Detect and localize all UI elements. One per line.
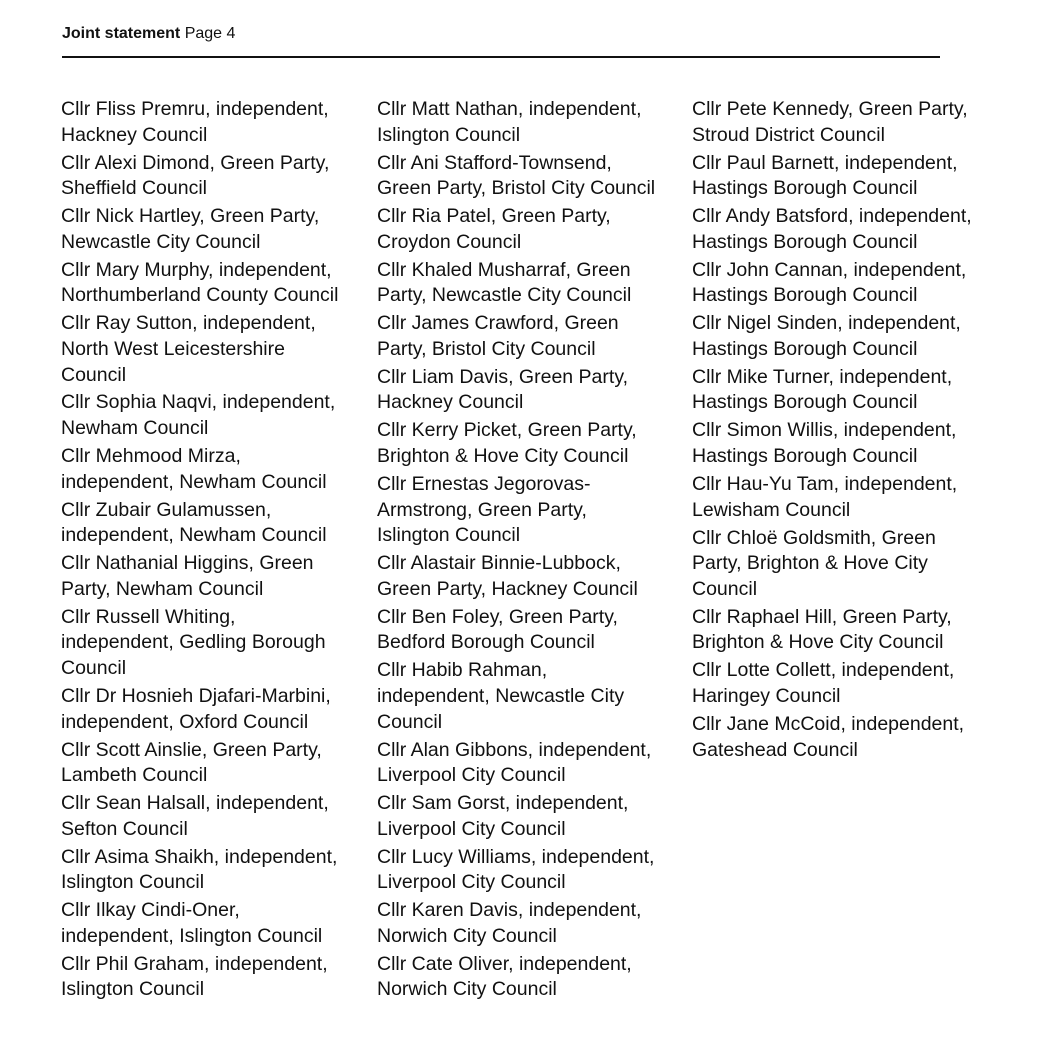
signatory-line: Cllr Simon Willis, independent, (692, 419, 957, 442)
signatory-entry (61, 738, 371, 789)
signatory-line: Cllr Zubair Gulamussen, (61, 498, 272, 521)
signatory-line: independent, Newham Council (61, 524, 327, 547)
signatory-line: Hastings Borough Council (692, 284, 918, 307)
signatory-line: Cllr Lucy Williams, independent, (377, 845, 655, 868)
signatory-entry (377, 738, 687, 789)
signatory-line: Brighton & Hove City Council (692, 631, 944, 654)
signatory-line: Newham Council (61, 417, 209, 440)
signatory-line: Lambeth Council (61, 764, 208, 787)
signatory-line: Norwich City Council (377, 924, 557, 947)
signatory-line: Party, Newham Council (61, 577, 264, 600)
signatory-line: Cllr Nathanial Higgins, Green (61, 552, 314, 575)
signatory-entry (61, 791, 371, 842)
signatory-column-1 (61, 97, 371, 1005)
signatory-entry (377, 791, 687, 842)
signatory-entry (61, 204, 371, 255)
signatory-line: Cllr Cate Oliver, independent, (377, 952, 632, 975)
signatory-line: Cllr Matt Nathan, independent, (377, 98, 642, 120)
signatory-entry (377, 418, 687, 469)
signatory-line: Cllr Ben Foley, Green Party, (377, 605, 618, 628)
signatory-line: Islington Council (377, 123, 521, 146)
signatory-entry (61, 845, 371, 896)
signatory-entry (692, 311, 1002, 362)
signatory-column-3 (692, 97, 1002, 766)
signatory-line: Islington Council (61, 978, 205, 1001)
signatory-line: Islington Council (377, 524, 521, 547)
signatory-entry (377, 658, 687, 735)
signatory-entry (377, 472, 687, 549)
signatory-entry (377, 952, 687, 1003)
signatory-entry (61, 97, 371, 148)
signatory-line: independent, Newcastle City (377, 684, 625, 707)
signatory-line: independent, Islington Council (61, 924, 323, 947)
signatory-line: Party, Newcastle City Council (377, 284, 632, 307)
signatory-entry (692, 658, 1002, 709)
signatory-line: Gateshead Council (692, 738, 858, 761)
signatory-line: Cllr Paul Barnett, independent, (692, 151, 958, 174)
signatory-line: Liverpool City Council (377, 871, 566, 894)
signatory-entry (692, 526, 1002, 603)
signatory-line: Party, Brighton & Hove City (692, 552, 928, 575)
signatory-line: Armstrong, Green Party, (377, 498, 587, 521)
signatory-line: Newcastle City Council (61, 230, 261, 253)
signatory-line: Hastings Borough Council (692, 230, 918, 253)
signatory-entry (377, 151, 687, 202)
signatory-line: Norwich City Council (377, 978, 557, 1001)
signatory-line: Cllr Dr Hosnieh Djafari-Marbini, (61, 684, 331, 707)
signatory-line: Cllr Mike Turner, independent, (692, 365, 953, 388)
signatory-line: Cllr Russell Whiting, (61, 605, 236, 628)
signatory-entry (377, 898, 687, 949)
signatory-line: North West Leicestershire (61, 337, 285, 360)
signatory-line: Cllr Fliss Premru, independent, (61, 98, 329, 120)
page-header (62, 24, 235, 44)
signatory-entry (377, 311, 687, 362)
signatory-line: Cllr Hau-Yu Tam, independent, (692, 473, 958, 496)
signatory-line: Sefton Council (61, 817, 188, 840)
signatory-line: Hackney Council (377, 391, 524, 414)
signatory-line: Cllr John Cannan, independent, (692, 258, 967, 281)
signatory-line: Cllr Liam Davis, Green Party, (377, 365, 629, 388)
signatory-line: Hackney Council (61, 123, 208, 146)
signatory-entry (377, 605, 687, 656)
signatory-line: Brighton & Hove City Council (377, 445, 629, 468)
signatory-line: Bedford Borough Council (377, 631, 595, 654)
signatory-line: Cllr Ani Stafford-Townsend, (377, 151, 612, 174)
signatory-entry (377, 845, 687, 896)
signatory-entry (61, 952, 371, 1003)
signatory-entry (377, 258, 687, 309)
signatory-entry (692, 712, 1002, 763)
signatory-line: Council (61, 656, 127, 679)
signatory-line: Cllr Nick Hartley, Green Party, (61, 205, 320, 228)
signatory-line: Cllr Mary Murphy, independent, (61, 258, 332, 281)
signatory-entry (692, 365, 1002, 416)
signatory-line: Liverpool City Council (377, 817, 566, 840)
signatory-entry (61, 311, 371, 388)
signatory-line: Hastings Borough Council (692, 391, 918, 414)
signatory-line: Hastings Borough Council (692, 177, 918, 200)
signatory-line: Cllr Sophia Naqvi, independent, (61, 391, 336, 414)
signatory-entry (61, 684, 371, 735)
signatory-line: independent, Newham Council (61, 470, 327, 493)
signatory-line: independent, Oxford Council (61, 710, 309, 733)
signatory-line: Cllr Lotte Collett, independent, (692, 659, 955, 682)
signatory-line: Cllr Ray Sutton, independent, (61, 312, 316, 335)
signatory-entry (61, 498, 371, 549)
signatory-entry (377, 551, 687, 602)
signatory-entry (61, 551, 371, 602)
signatory-entry (377, 365, 687, 416)
signatory-line: Hastings Borough Council (692, 337, 918, 360)
signatory-line: Croydon Council (377, 230, 522, 253)
signatory-line: Cllr Karen Davis, independent, (377, 899, 642, 922)
signatory-entry (692, 97, 1002, 148)
signatory-line: Sheffield Council (61, 177, 207, 200)
signatory-line: Cllr Jane McCoid, independent, (692, 712, 965, 735)
signatory-line: Council (692, 577, 758, 600)
signatory-line: Lewisham Council (692, 498, 851, 521)
signatory-line: Haringey Council (692, 684, 841, 707)
signatory-line: Liverpool City Council (377, 764, 566, 787)
signatory-entry (377, 204, 687, 255)
signatory-line: Cllr Nigel Sinden, independent, (692, 312, 961, 335)
signatory-line: Cllr Khaled Musharraf, Green (377, 258, 631, 281)
signatory-line: independent, Gedling Borough (61, 631, 326, 654)
signatory-line: Cllr Pete Kennedy, Green Party, (692, 98, 968, 120)
signatory-entry (692, 605, 1002, 656)
signatory-line: Stroud District Council (692, 123, 885, 146)
signatory-line: Council (377, 710, 443, 733)
signatory-line: Cllr Ernestas Jegorovas- (377, 473, 591, 496)
signatory-entry (61, 444, 371, 495)
signatory-line: Islington Council (61, 871, 205, 894)
signatory-entry (61, 390, 371, 441)
page-number: Page 4 (184, 25, 236, 42)
signatory-line: Cllr Ria Patel, Green Party, (377, 205, 611, 228)
signatory-line: Cllr Chloë Goldsmith, Green (692, 526, 936, 549)
signatory-line: Cllr Asima Shaikh, independent, (61, 845, 338, 868)
signatory-line: Council (61, 363, 127, 386)
signatory-entry (61, 258, 371, 309)
signatory-line: Hastings Borough Council (692, 445, 918, 468)
signatory-line: Cllr Kerry Picket, Green Party, (377, 419, 637, 442)
signatory-entry (692, 204, 1002, 255)
signatory-entry (692, 418, 1002, 469)
signatory-line: Cllr Mehmood Mirza, (61, 445, 241, 468)
signatory-line: Cllr Sam Gorst, independent, (377, 792, 629, 815)
signatory-entry (61, 151, 371, 202)
signatory-line: Green Party, Hackney Council (377, 577, 638, 600)
signatory-line: Cllr Habib Rahman, (377, 659, 548, 682)
signatory-entry (377, 97, 687, 148)
signatory-line: Cllr Andy Batsford, independent, (692, 205, 972, 228)
signatory-line: Green Party, Bristol City Council (377, 177, 656, 200)
header-divider (62, 56, 940, 58)
signatory-column-2 (377, 97, 687, 1005)
signatory-entry (692, 472, 1002, 523)
signatory-line: Cllr Phil Graham, independent, (61, 952, 328, 975)
signatory-line: Cllr Sean Halsall, independent, (61, 792, 329, 815)
signatory-line: Cllr Alan Gibbons, independent, (377, 738, 652, 761)
signatory-line: Cllr Scott Ainslie, Green Party, (61, 738, 322, 761)
signatory-entry (692, 258, 1002, 309)
signatory-line: Northumberland County Council (61, 284, 339, 307)
signatory-line: Cllr Alastair Binnie-Lubbock, (377, 552, 621, 575)
signatory-line: Cllr Ilkay Cindi-Oner, (61, 899, 240, 922)
signatory-entry (61, 605, 371, 682)
signatory-line: Party, Bristol City Council (377, 337, 596, 360)
signatory-line: Cllr James Crawford, Green (377, 312, 619, 335)
document-title: Joint statement (62, 25, 181, 42)
signatory-entry (692, 151, 1002, 202)
signatory-entry (61, 898, 371, 949)
signatory-line: Cllr Raphael Hill, Green Party, (692, 605, 952, 628)
signatory-line: Cllr Alexi Dimond, Green Party, (61, 151, 330, 174)
